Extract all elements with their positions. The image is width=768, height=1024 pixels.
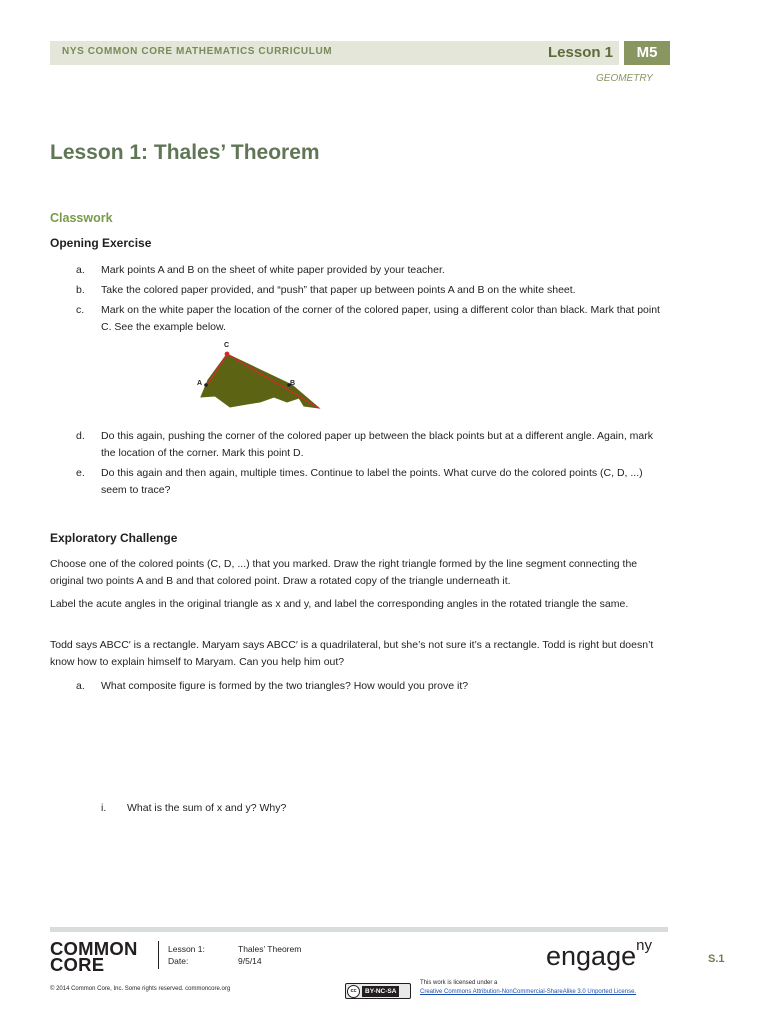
item-text: Mark points A and B on the sheet of white paper provided by your teacher.: [101, 264, 445, 276]
license-text: This work is licensed under a: [420, 980, 498, 986]
exploratory-challenge-heading: Exploratory Challenge: [50, 531, 178, 545]
list-item: [50, 678, 670, 695]
point-a-marker: [204, 383, 208, 387]
common-core-logo: COMMON CORE: [50, 938, 138, 975]
subject-label: GEOMETRY: [596, 73, 653, 84]
paper-corner-figure: [192, 338, 332, 414]
footer-date-key: Date:: [168, 956, 189, 966]
list-item: [50, 262, 670, 279]
engageny-logo: engage$^{ny}$: [546, 937, 652, 971]
paragraph: Label the acute angles in the original triangle as x and y, and label the corresponding angles in the rotated triangle the same.: [50, 598, 629, 610]
footer-date-value: 9/5/14: [238, 956, 262, 966]
license-link[interactable]: Creative Commons Attribution-NonCommercial-ShareAlike 3.0 Unported License.: [420, 989, 637, 995]
section-heading: Classwork: [50, 211, 113, 225]
point-b-label: B: [290, 380, 296, 387]
point-c-marker: [225, 352, 230, 357]
cc-license-badge[interactable]: cc BY-NC-SA: [345, 983, 411, 999]
item-text: Do this again and then again, multiple times. Continue to label the points. What curve do the colored points (C, D, ...) seem to trace?: [101, 467, 643, 496]
item-label: e.: [76, 467, 85, 479]
footer-lesson-key: Lesson 1:: [168, 944, 205, 954]
curriculum-label: NYS COMMON CORE MATHEMATICS CURRICULUM: [62, 46, 333, 57]
paragraph: Todd says ABCC′ is a rectangle. Maryam says ABCC′ is a quadrilateral, but she’s not sure it’s a rectangle. Todd is right but doesn’t know how to explain himself to Maryam. Can you help him out?: [50, 639, 654, 668]
footer-rule: [50, 927, 668, 932]
footer-divider: [158, 941, 159, 969]
point-a-label: A: [197, 380, 203, 387]
paragraph: Choose one of the colored points (C, D, ...) that you marked. Draw the right triangle formed by the line segment connecting the original two points A and B and that colored point. Draw a rotated copy of the triangle underneath it.: [50, 558, 638, 587]
item-text: What is the sum of x and y? Why?: [127, 802, 287, 814]
colored-paper-shape: [201, 354, 319, 408]
item-text: Take the colored paper provided, and “push” that paper up between points A and B on the white sheet.: [101, 284, 576, 296]
page-number: S.1: [708, 953, 725, 965]
list-item: [50, 282, 670, 299]
item-label: a.: [76, 264, 85, 276]
list-item: [50, 465, 670, 499]
item-label: d.: [76, 430, 85, 442]
list-item: [101, 800, 601, 817]
item-label: b.: [76, 284, 85, 296]
module-badge: M5: [624, 41, 670, 65]
item-label: a.: [76, 680, 85, 692]
point-c-label: C: [224, 342, 230, 349]
list-item: [50, 302, 670, 336]
lesson-label: Lesson 1: [548, 44, 614, 61]
item-text: Do this again, pushing the corner of the colored paper up between the black points but at a different angle. Again, mark the location of the corner. Mark this point D.: [101, 430, 653, 459]
item-label: i.: [101, 802, 107, 814]
opening-exercise-heading: Opening Exercise: [50, 236, 152, 250]
footer-lesson-value: Thales’ Theorem: [238, 944, 302, 954]
copyright-text: © 2014 Common Core, Inc. Some rights reserved. commoncore.org: [50, 986, 231, 992]
creative-commons-icon: cc: [347, 985, 360, 998]
list-item: [50, 428, 670, 462]
item-text: What composite figure is formed by the two triangles? How would you prove it?: [101, 680, 469, 692]
item-label: c.: [76, 304, 85, 316]
page-title: Lesson 1: Thales’ Theorem: [50, 141, 320, 164]
item-text: Mark on the white paper the location of the corner of the colored paper, using a different color than black. Mark that point C. See the example below.: [101, 304, 660, 333]
